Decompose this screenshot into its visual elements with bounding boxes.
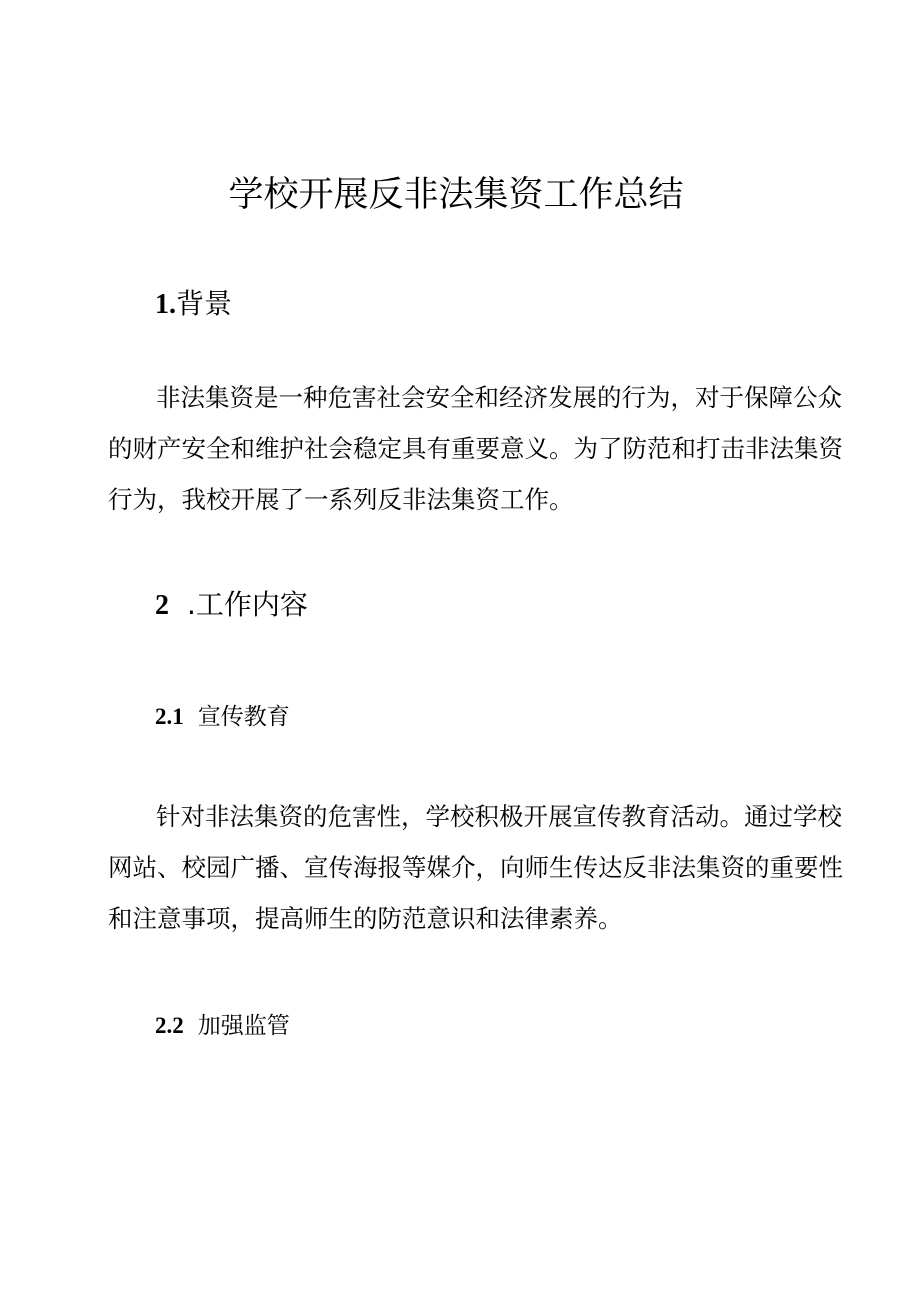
subsection-heading-publicity-education: [155, 701, 290, 733]
section-heading-text: 背景: [176, 287, 233, 320]
subsection-number: 2.2: [155, 1013, 184, 1038]
paragraph-line: 的财产安全和维护社会稳定具有重要意义。为了防范和打击非法集资: [108, 434, 843, 463]
section-number: 2: [155, 590, 169, 621]
section-number: 1.: [155, 289, 176, 320]
subsection-heading-text: 加强监管: [197, 1013, 290, 1039]
document-title: 学校开展反非法集资工作总结: [228, 175, 684, 215]
subsection-number: 2.1: [155, 704, 184, 729]
subsection-heading-strengthen-supervision: [155, 1010, 290, 1042]
paragraph-line: 针对非法集资的危害性，学校积极开展宣传教育活动。通过学校: [156, 802, 842, 831]
section-heading-background: [155, 284, 232, 325]
paragraph-line: 和注意事项，提高师生的防范意识和法律素养。: [108, 904, 623, 933]
subsection-heading-text: 宣传教育: [197, 704, 290, 730]
paragraph-line: 网站、校园广播、宣传海报等媒介，向师生传达反非法集资的重要性: [108, 853, 843, 882]
section-heading-text: .工作内容: [187, 588, 308, 621]
publicity-education-paragraph: [108, 791, 843, 944]
section-heading-work-content: [155, 585, 308, 626]
paragraph-line: 行为，我校开展了一系列反非法集资工作。: [108, 485, 574, 514]
background-paragraph: [108, 372, 843, 525]
paragraph-line: 非法集资是一种危害社会安全和经济发展的行为，对于保障公众: [156, 383, 842, 412]
